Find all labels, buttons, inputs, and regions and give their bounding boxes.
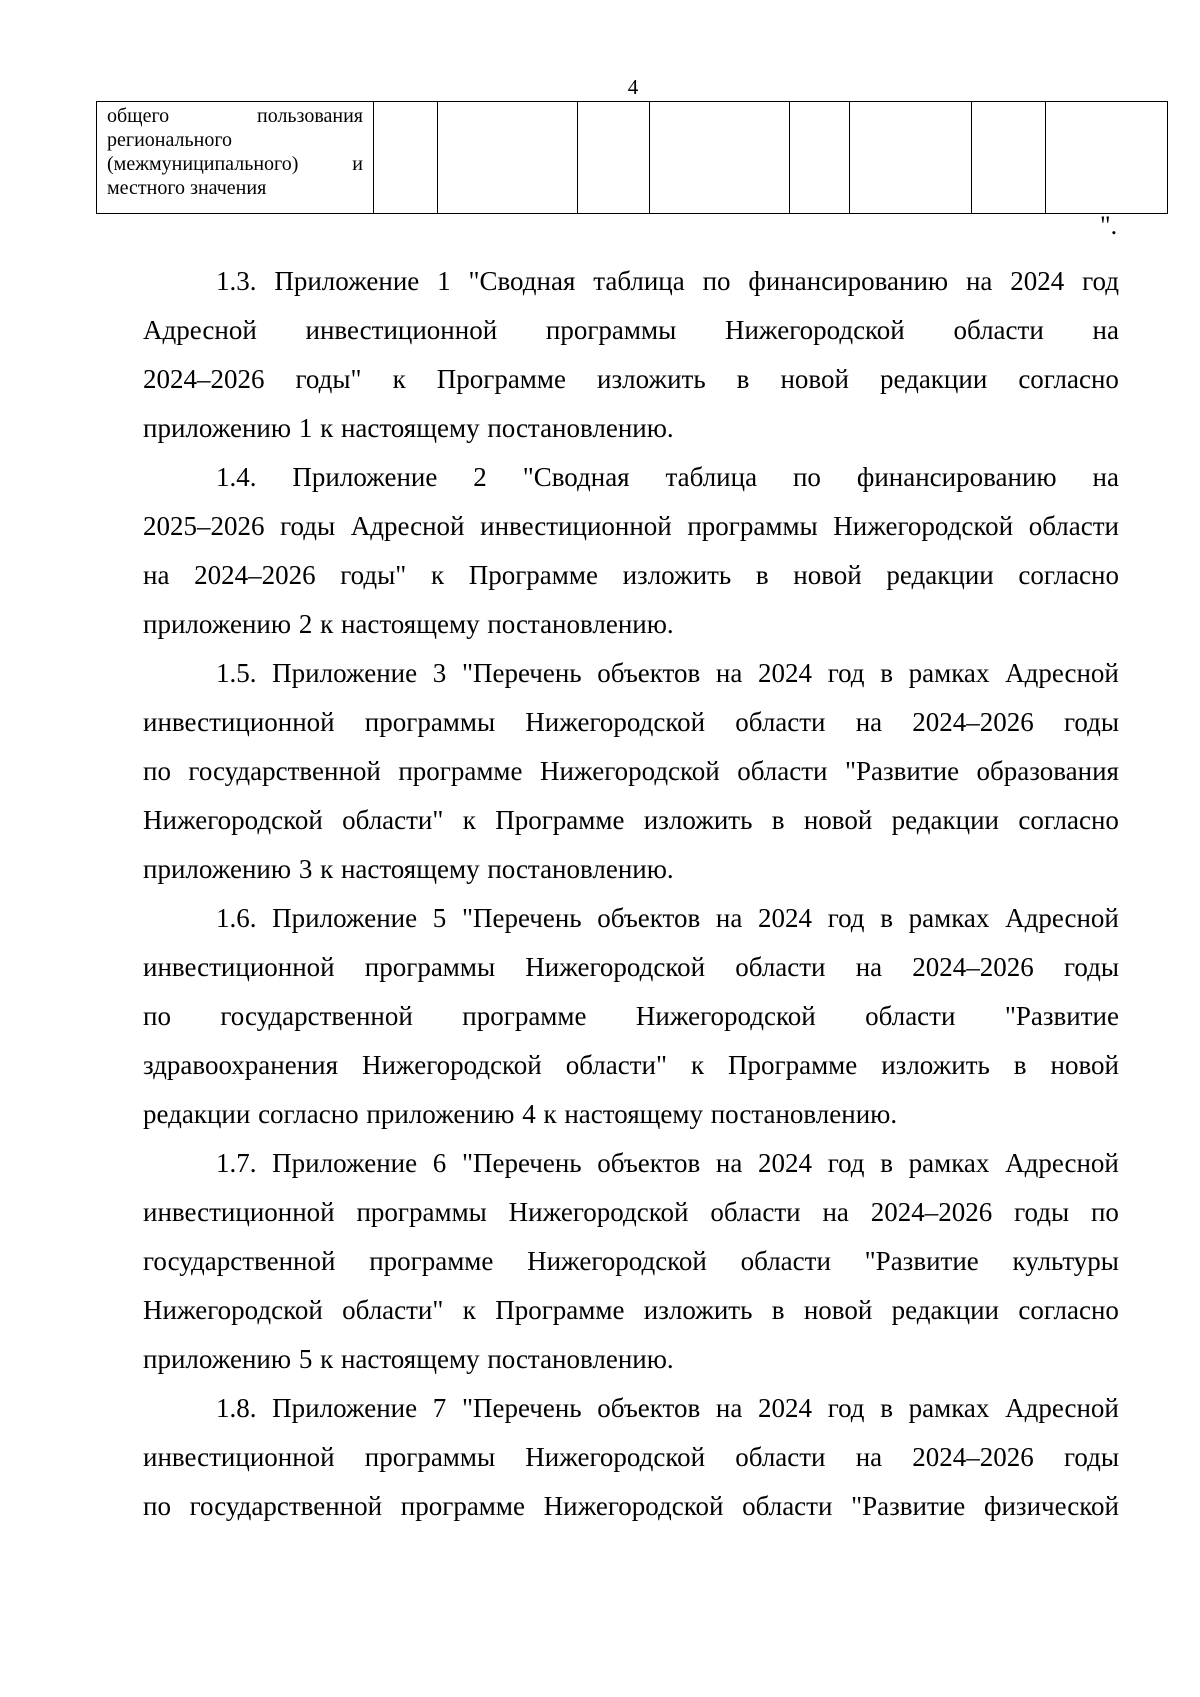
word: 2024 [758,1393,813,1423]
word: по [143,1491,171,1521]
word: 2025–2026 [143,511,265,541]
paragraph [143,453,1119,649]
word: Приложение [272,658,418,688]
word: Приложение [274,266,420,296]
word: здравоохранения [143,1050,339,1080]
closing-quote: ". [1100,211,1118,240]
word: области" [342,1295,444,1325]
word: согласно [1018,805,1119,835]
word: Приложение [292,462,438,492]
word: программе [398,756,523,786]
word: в [880,1148,893,1178]
text-line [143,355,1119,404]
paragraph [143,894,1119,1139]
word: объектов [597,1148,701,1178]
text-line [143,1335,1119,1384]
word: таблица [665,462,758,492]
word: 2024 [758,1148,813,1178]
word: Нижегородской [143,805,323,835]
word: к [320,413,334,443]
word: программы [356,1197,487,1227]
word: "Развитие [851,1491,966,1521]
word: 4 [522,1099,536,1129]
word: 2024–2026 [912,952,1034,982]
word: области [735,952,826,982]
word: в [880,658,893,688]
word: редакции [891,805,999,835]
text-line [143,698,1119,747]
word: 5 [432,903,447,933]
word: в [880,1393,893,1423]
word: инвестиционной [305,315,498,345]
word: "Развитие [844,756,960,786]
word: 3 [298,854,313,884]
word: образования [976,756,1119,786]
word: области [742,1491,833,1521]
word: программе [400,1491,525,1521]
paragraph [143,1139,1119,1384]
text-line [143,992,1119,1041]
word: рамках [908,1148,990,1178]
word: рамках [908,1393,990,1423]
word: по [1090,1197,1119,1227]
word: 2024 [758,903,813,933]
word: настоящему [340,1344,480,1374]
word: культуры [1012,1246,1119,1276]
cell-line [107,152,363,176]
word: физической [983,1491,1119,1521]
word: 2024–2026 [194,560,316,590]
word: программы [545,315,677,345]
word: к [392,364,406,394]
word: приложению [366,1099,515,1129]
text-line [143,1237,1119,1286]
word: настоящему [340,854,480,884]
text-line [143,257,1119,306]
text-line [143,502,1119,551]
word: годы [1063,952,1119,982]
word: Приложение [272,1148,418,1178]
word: 1 [298,413,313,443]
cell-word: значения [190,177,267,199]
word: Программе [728,1050,858,1080]
text-line [143,1482,1119,1531]
text-line [143,1188,1119,1237]
word: "Сводная [468,266,576,296]
word: области [710,1197,801,1227]
word: 2024–2026 [912,1442,1034,1472]
cell-word: пользования [257,105,363,127]
cell-line [107,176,363,200]
word: области" [565,1050,667,1080]
word: 1.3. [216,266,257,296]
word: объектов [597,1393,701,1423]
word: Нижегородской [525,1442,706,1472]
word: объектов [597,903,701,933]
word: программе [369,1246,494,1276]
word: Приложение [272,1393,418,1423]
word: "Перечень [461,903,582,933]
word: Программе [436,364,566,394]
word: в [1013,1050,1027,1080]
word: постановлению. [487,609,674,639]
word: 1.5. [216,658,257,688]
text-line [143,649,1119,698]
word: программы [364,1442,496,1472]
word: Приложение [272,903,418,933]
word: в [736,364,750,394]
text-line [143,1139,1119,1188]
word: 1.8. [216,1393,257,1423]
word: изложить [643,1295,753,1325]
word: на [715,1393,743,1423]
word: приложению [143,609,292,639]
text-line [143,551,1119,600]
table-cell-empty [850,102,972,214]
word: годы [1063,707,1119,737]
word: к [690,1050,705,1080]
word: программы [687,511,818,541]
word: к [462,805,476,835]
text-line [143,943,1119,992]
word: год [827,903,865,933]
word: на [1092,462,1119,492]
word: изложить [881,1050,990,1080]
word: согласно [258,1099,359,1129]
word: области [953,315,1044,345]
word: к [320,854,334,884]
word: годы [280,511,336,541]
word: постановлению. [487,413,674,443]
word: 2 [298,609,313,639]
word: 2024 [1010,266,1065,296]
word: 2024 [758,658,813,688]
word: 5 [298,1344,313,1374]
word: на [143,560,170,590]
word: инвестиционной [143,1197,335,1227]
word: финансированию [748,266,949,296]
word: к [320,609,334,639]
cell-word: местного [107,177,186,199]
text-line [143,1041,1119,1090]
text-line [143,894,1119,943]
word: настоящему [564,1099,703,1129]
word: новой [803,805,873,835]
word: Нижегородской [724,315,905,345]
word: Нижегородской [833,511,1014,541]
cell-line [107,128,363,152]
word: на [855,1442,883,1472]
word: Нижегородской [508,1197,689,1227]
word: программе [462,1001,587,1031]
word: годы" [340,560,407,590]
word: настоящему [340,413,480,443]
word: редакции [891,1295,999,1325]
word: 7 [432,1393,447,1423]
table-cell-empty [650,102,790,214]
word: Адресной [350,511,465,541]
word: на [855,707,883,737]
word: годы" [295,364,362,394]
word: "Перечень [461,1148,582,1178]
word: в [880,903,893,933]
word: Адресной [1005,658,1119,688]
word: Нижегородской [543,1491,724,1521]
word: Нижегородской [539,756,720,786]
word: 2 [473,462,487,492]
table-cell-empty [374,102,438,214]
page-number: 4 [627,75,639,99]
word: в [771,805,785,835]
word: государственной [188,756,381,786]
word: Адресной [1005,1393,1119,1423]
word: постановлению. [487,854,674,884]
word: Адресной [143,315,257,345]
word: 2024–2026 [912,707,1034,737]
cell-word: (межмуниципального) [107,153,299,175]
word: в [771,1295,785,1325]
word: к [430,560,445,590]
word: новой [803,1295,873,1325]
word: изложить [597,364,706,394]
word: Нижегородской [143,1295,323,1325]
text-line [143,1433,1119,1482]
cell-word: общего [107,105,170,127]
word: таблица [593,266,685,296]
word: приложению [143,854,292,884]
word: "Развитие [864,1246,979,1276]
word: год [1082,266,1119,296]
word: на [715,903,743,933]
word: согласно [1018,560,1119,590]
table-cell-empty [578,102,650,214]
word: рамках [908,903,990,933]
table-cell-object-type [97,102,374,214]
word: к [320,1344,334,1374]
word: год [827,658,865,688]
word: объектов [597,658,701,688]
word: финансированию [856,462,1057,492]
word: приложению [143,413,292,443]
word: Программе [468,560,598,590]
word: на [1092,315,1119,345]
word: государственной [189,1491,383,1521]
table-cell-empty [438,102,578,214]
continued-table [96,101,1168,214]
word: области [1028,511,1119,541]
word: инвестиционной [143,952,335,982]
word: 2024–2026 [870,1197,993,1227]
text-line [143,1090,1119,1139]
word: согласно [1018,364,1119,394]
word: по [792,462,821,492]
word: области [865,1001,956,1031]
text-line [143,404,1119,453]
word: постановлению. [487,1344,674,1374]
word: Программе [495,1295,625,1325]
text-line [143,1384,1119,1433]
text-line [143,747,1119,796]
word: государственной [143,1246,336,1276]
word: области [735,1442,826,1472]
table-cell-empty [790,102,850,214]
word: "Перечень [461,658,582,688]
text-line [143,600,1119,649]
word: 1.4. [216,462,257,492]
word: настоящему [340,609,480,639]
word: по [702,266,731,296]
word: Нижегородской [361,1050,542,1080]
word: "Развитие [1004,1001,1119,1031]
word: новой [1050,1050,1119,1080]
word: области [735,707,826,737]
word: государственной [220,1001,413,1031]
word: рамках [908,658,990,688]
table-row [97,102,1168,214]
word: Программе [495,805,625,835]
word: по [143,756,171,786]
paragraph [143,649,1119,894]
word: год [827,1148,865,1178]
word: инвестиционной [143,1442,335,1472]
paragraph [143,257,1119,453]
text-line [143,845,1119,894]
word: инвестиционной [143,707,335,737]
word: по [143,1001,171,1031]
table-cell-empty [1046,102,1168,214]
word: программы [364,952,496,982]
word: изложить [622,560,732,590]
word: Адресной [1005,903,1119,933]
word: редакции [143,1099,251,1129]
word: области [740,1246,831,1276]
word: "Сводная [522,462,630,492]
word: 3 [432,658,447,688]
cell-line [107,104,363,128]
word: постановлению. [710,1099,898,1129]
text-line [143,796,1119,845]
word: "Перечень [461,1393,582,1423]
word: в [755,560,769,590]
word: редакции [879,364,988,394]
word: 1.7. [216,1148,257,1178]
word: на [855,952,883,982]
word: на [715,1148,743,1178]
body-text [143,257,1119,1531]
word: согласно [1018,1295,1119,1325]
word: на [715,658,743,688]
word: области [737,756,828,786]
word: на [822,1197,849,1227]
word: Нижегородской [635,1001,816,1031]
word: изложить [643,805,753,835]
word: новой [780,364,849,394]
table-cell-empty [972,102,1046,214]
word: Нижегородской [525,707,706,737]
text-line [143,453,1119,502]
word: к [543,1099,557,1129]
cell-word: и [352,153,363,175]
word: Нижегородской [525,952,706,982]
word: 1.6. [216,903,257,933]
word: 1 [437,266,451,296]
cell-word: регионального [107,129,233,151]
word: приложению [143,1344,292,1374]
word: редакции [886,560,994,590]
word: Адресной [1005,1148,1119,1178]
word: к [462,1295,476,1325]
word: годы [1014,1197,1070,1227]
word: на [965,266,993,296]
word: области" [342,805,444,835]
text-line [143,1286,1119,1335]
word: Нижегородской [527,1246,707,1276]
word: 6 [432,1148,447,1178]
word: год [827,1393,865,1423]
word: годы [1063,1442,1119,1472]
word: новой [793,560,862,590]
word: инвестиционной [480,511,672,541]
word: программы [364,707,496,737]
text-line [143,306,1119,355]
word: 2024–2026 [143,364,265,394]
paragraph [143,1384,1119,1531]
